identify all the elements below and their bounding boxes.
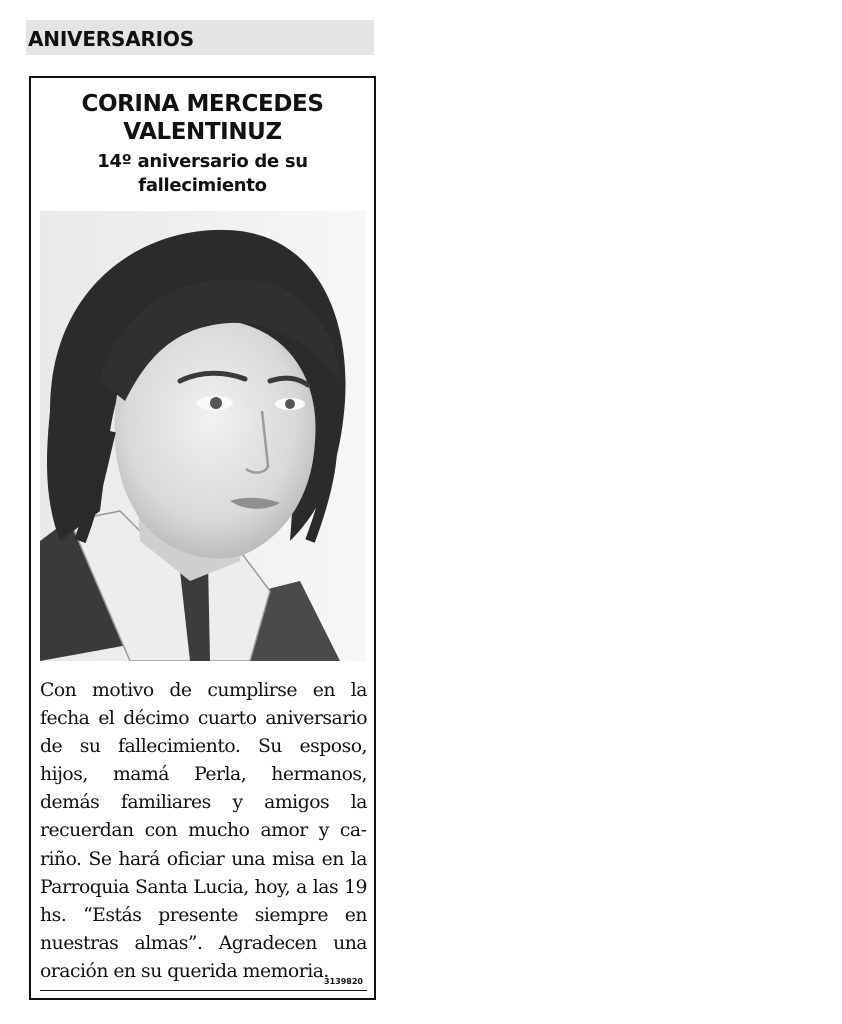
name-line-2: VALENTINUZ (123, 119, 282, 145)
subtitle-line-1: 14º aniversario de su (97, 151, 308, 172)
section-header: ANIVERSARIOS (26, 20, 374, 55)
bottom-divider (40, 990, 367, 991)
portrait-photo (40, 211, 366, 661)
subtitle-line-2: fallecimiento (138, 175, 267, 196)
portrait-icon (40, 211, 366, 661)
obituary-notice (29, 76, 376, 1000)
name-line-1: CORINA MERCEDES (81, 91, 324, 117)
notice-body: Con motivo de cumplirse en la fecha el décimo cuarto aniversario de su fallecimiento. Su esposo, hijos, mamá Perla, hermanos, demás familiares y amigos la recuerdan con mucho amor y cariño. Se hará oficiar una misa en la Parroquia Santa Lucia, hoy, a las 19 hs. “Estás presente siempre en nuestras almas”. Agradecen una oración en su querida memoria. (40, 680, 367, 982)
reference-number: 3139820 (324, 977, 363, 986)
anniversary-subtitle (31, 150, 374, 198)
deceased-name (31, 90, 374, 146)
